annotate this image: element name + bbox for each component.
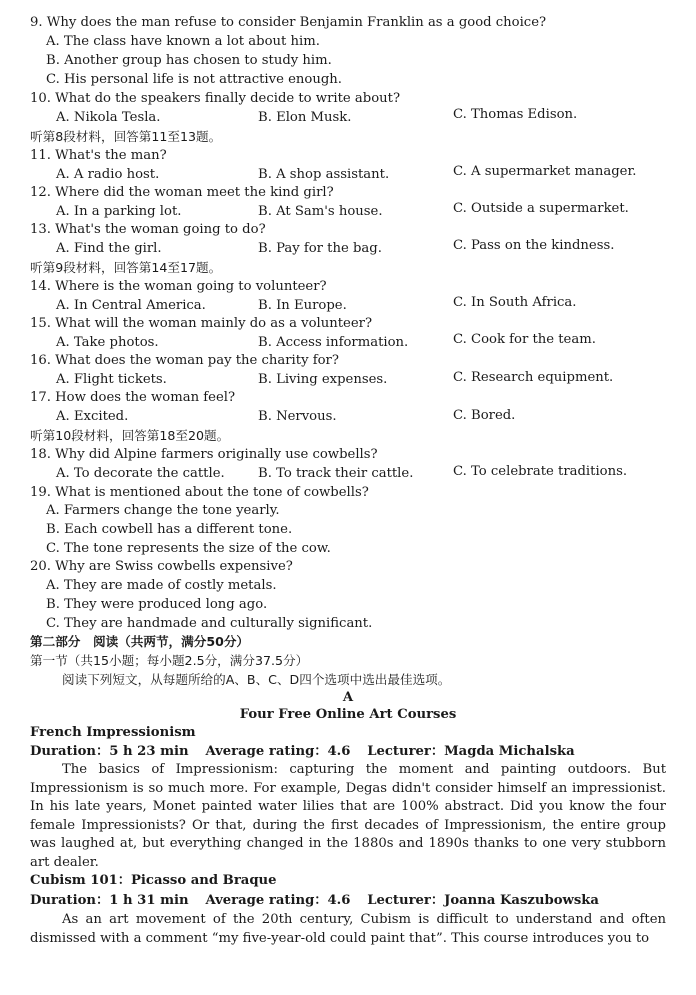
q12-option-a: A. In a parking lot. [56,204,182,219]
q15-stem: 15. What will the woman mainly do as a volunteer? [30,316,373,331]
course2-lecturer: Joanna Kaszubowska [444,893,599,908]
q14-option-b: B. In Europe. [258,298,347,313]
q14-stem: 14. Where is the woman going to volunteer? [30,279,327,294]
course1-duration: 5 h 23 min [109,744,189,759]
q16-stem: 16. What does the woman pay the charity for? [30,353,339,368]
q19-stem: 19. What is mentioned about the tone of cowbells? [30,485,369,500]
q11-option-a: A. A radio host. [56,167,160,182]
q13-stem: 13. What's the woman going to do? [30,222,266,237]
course1-lecturer: Magda Michalska [444,744,575,759]
course1-name: French Impressionism [30,725,196,740]
q14-option-c: C. In South Africa. [453,295,577,310]
q18-option-a: A. To decorate the cattle. [56,466,225,481]
q15-option-a: A. Take photos. [56,335,159,350]
course2-meta [30,892,599,910]
section-10-heading: 听第10段材料，回答第18至20题。 [30,428,230,443]
q12-option-b: B. At Sam's house. [258,204,383,219]
q11-option-c: C. A supermarket manager. [453,164,637,179]
q10-option-c: C. Thomas Edison. [453,107,578,122]
course1-body: The basics of Impressionism: capturing the moment and painting outdoors. But Impressionism is so much more. For example, Degas didn't consider himself an impressionist. In his late years, Monet painted water lilies that are 100% abstract. Did you know the four female Impressionists? Or that, during the first decades of Impressionism, the entire group was laughed at, but everything changed in the 1880s and 1890s thanks to one very stubborn art dealer. [30,762,666,870]
q10-stem: 10. What do the speakers finally decide to write about? [30,91,401,106]
q14-option-a: A. In Central America. [56,298,206,313]
q19-option-c: C. The tone represents the size of the cow. [46,541,331,556]
q9-stem: 9. Why does the man refuse to consider Benjamin Franklin as a good choice? [30,15,547,30]
course2-duration: 1 h 31 min [109,893,189,908]
q10-option-b: B. Elon Musk. [258,110,352,125]
course2-rating-label: Average rating： [205,893,328,908]
course1-lecturer-label: Lecturer： [367,744,445,759]
q9-option-c: C. His personal life is not attractive enough. [46,72,342,87]
course1-duration-label: Duration： [30,744,110,759]
passage-title: Four Free Online Art Courses [239,707,457,722]
q13-option-b: B. Pay for the bag. [258,241,382,256]
q20-stem: 20. Why are Swiss cowbells expensive? [30,559,293,574]
course1-rating: 4.6 [327,744,351,759]
q13-option-c: C. Pass on the kindness. [453,238,615,253]
q15-option-b: B. Access information. [258,335,409,350]
q18-stem: 18. Why did Alpine farmers originally use cowbells? [30,447,378,462]
q19-option-a: A. Farmers change the tone yearly. [46,503,280,518]
q17-option-c: C. Bored. [453,408,516,423]
course1-meta [30,743,575,761]
course2-description [30,911,666,948]
q16-option-a: A. Flight tickets. [56,372,167,387]
part2-section1-heading: 第一节（共15小题；每小题2.5分，满分37.5分） [30,653,309,668]
course2-lecturer-label: Lecturer： [367,893,445,908]
course2-rating: 4.6 [327,893,351,908]
q17-option-b: B. Nervous. [258,409,337,424]
q9-option-a: A. The class have known a lot about him. [46,34,320,49]
q19-option-b: B. Each cowbell has a different tone. [46,522,293,537]
q20-option-a: A. They are made of costly metals. [46,578,277,593]
course2-body: As an art movement of the 20th century, Cubism is difficult to understand and often dismissed with a comment “my five-year-old could paint that”. This course introduces you to [30,912,666,946]
q13-option-a: A. Find the girl. [56,241,162,256]
q18-option-b: B. To track their cattle. [258,466,414,481]
section-9-heading: 听第9段材料，回答第14至17题。 [30,260,222,275]
q11-option-b: B. A shop assistant. [258,167,390,182]
q11-stem: 11. What's the man? [30,148,167,163]
q10-option-a: A. Nikola Tesla. [56,110,161,125]
q20-option-c: C. They are handmade and culturally significant. [46,616,373,631]
course2-name: Cubism 101：Picasso and Braque [30,873,277,888]
part2-title: 第二部分 阅读（共两节，满分50分） [30,634,250,649]
course1-description [30,761,666,873]
q15-option-c: C. Cook for the team. [453,332,596,347]
q9-option-b: B. Another group has chosen to study him. [46,53,332,68]
q17-stem: 17. How does the woman feel? [30,390,236,405]
section-8-heading: 听第8段材料，回答第11至13题。 [30,129,222,144]
q12-stem: 12. Where did the woman meet the kind girl? [30,185,334,200]
course2-duration-label: Duration： [30,893,110,908]
part2-instruction: 阅读下列短文，从每题所给的A、B、C、D四个选项中选出最佳选项。 [62,672,451,687]
q17-option-a: A. Excited. [56,409,129,424]
q12-option-c: C. Outside a supermarket. [453,201,629,216]
q20-option-b: B. They were produced long ago. [46,597,268,612]
q16-option-b: B. Living expenses. [258,372,388,387]
q18-option-c: C. To celebrate traditions. [453,464,628,479]
passage-letter: A [342,690,354,705]
course1-rating-label: Average rating： [205,744,328,759]
q16-option-c: C. Research equipment. [453,370,614,385]
